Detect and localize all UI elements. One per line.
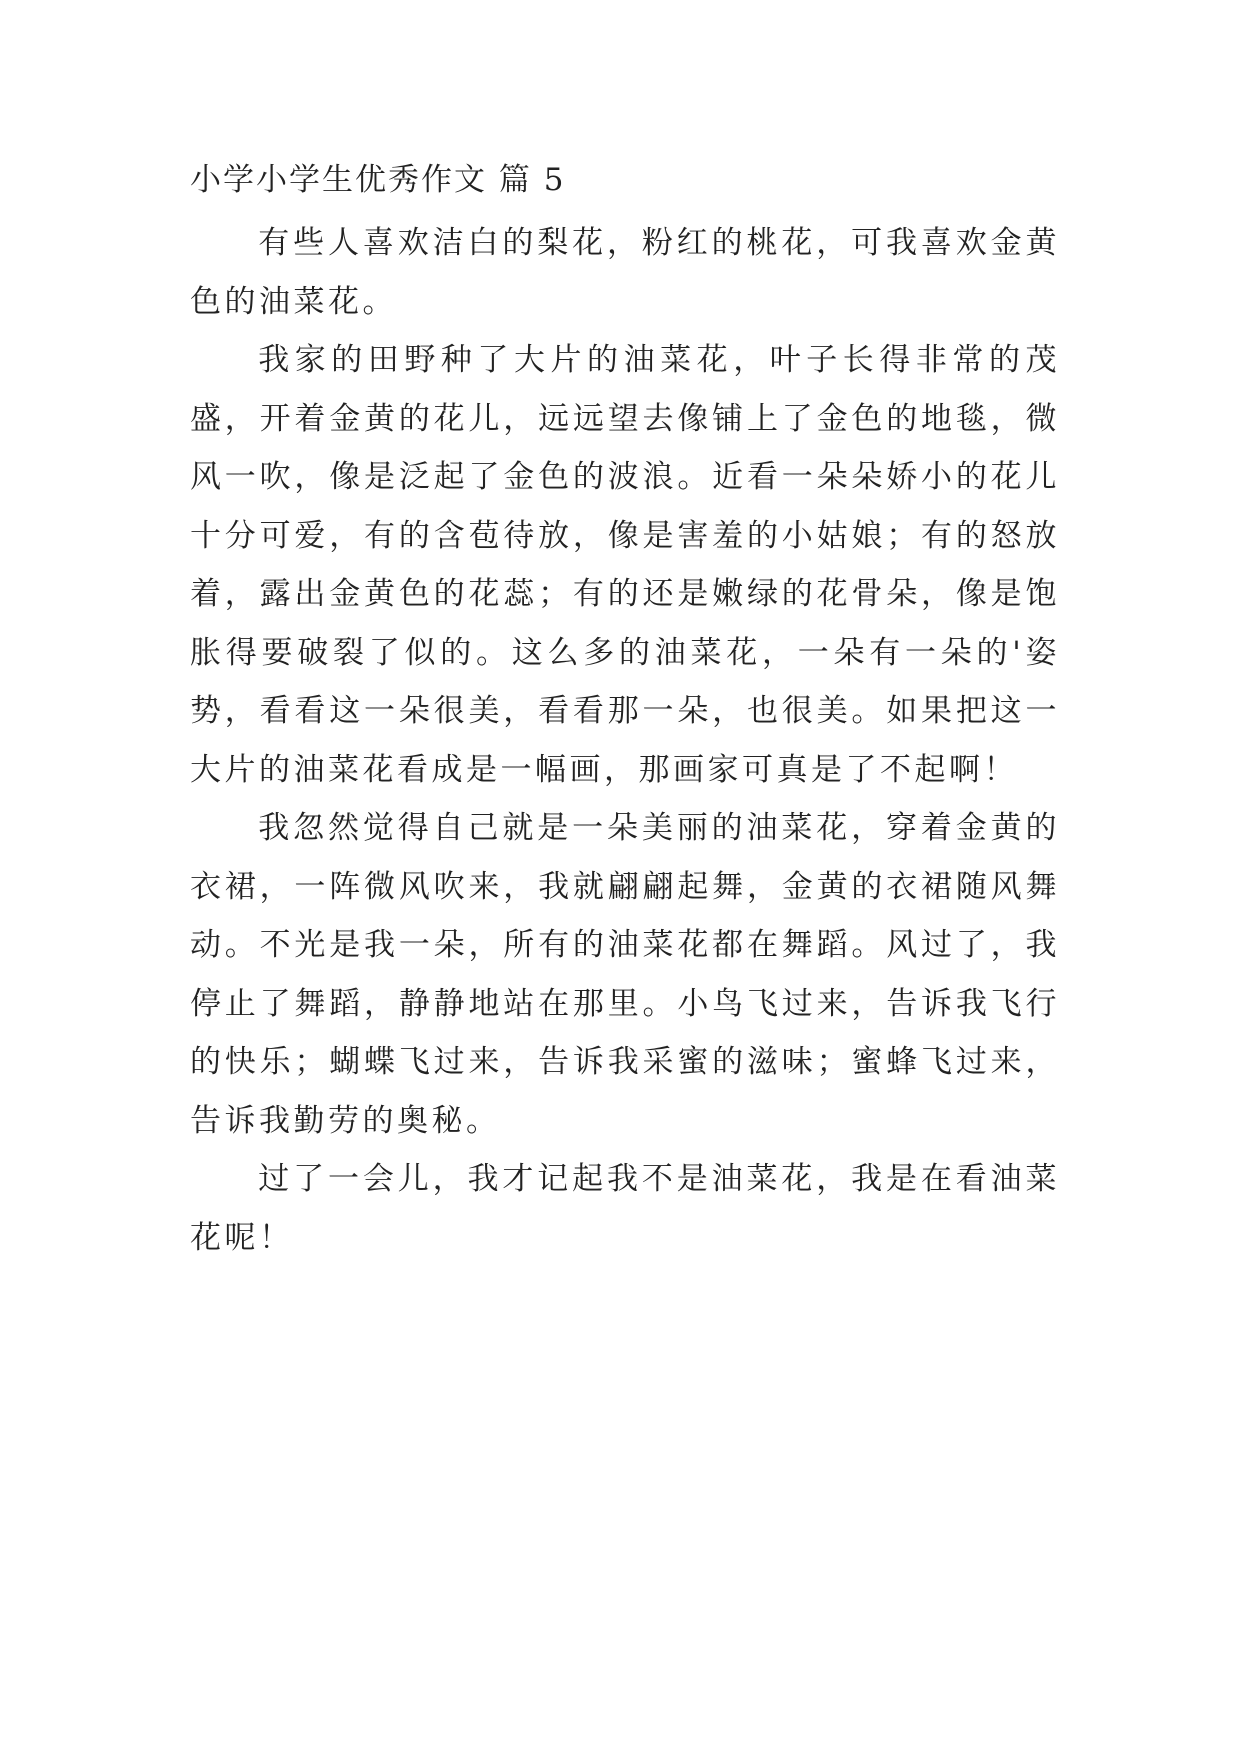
paragraph-2: 我家的田野种了大片的油菜花，叶子长得非常的茂盛，开着金黄的花儿，远远望去像铺上了金色的地毯，微风一吹，像是泛起了金色的波浪。近看一朵朵娇小的花儿十分可爱，有的含苞待放，像是害羞的小姑娘；有的怒放着，露出金黄色的花蕊；有的还是嫩绿的花骨朵，像是饱胀得要破裂了似的。这么多的油菜花，一朵有一朵的'姿势，看看这一朵很美，看看那一朵，也很美。如果把这一大片的油菜花看成是一幅画，那画家可真是了不起啊！ xyxy=(190,342,1060,788)
document-body xyxy=(190,160,1060,1267)
paragraph-4: 过了一会儿，我才记起我不是油菜花，我是在看油菜花呢！ xyxy=(190,1161,1060,1256)
paragraph-1: 有些人喜欢洁白的梨花，粉红的桃花，可我喜欢金黄色的油菜花。 xyxy=(190,225,1060,320)
paragraph-3: 我忽然觉得自己就是一朵美丽的油菜花，穿着金黄的衣裙，一阵微风吹来，我就翩翩起舞，金黄的衣裙随风舞动。不光是我一朵，所有的油菜花都在舞蹈。风过了，我停止了舞蹈，静静地站在那里。小鸟飞过来，告诉我飞行的快乐；蝴蝶飞过来，告诉我采蜜的滋味；蜜蜂飞过来，告诉我勤劳的奥秘。 xyxy=(190,810,1060,1139)
document-title: 小学小学生优秀作文 篇 5 xyxy=(190,162,566,198)
